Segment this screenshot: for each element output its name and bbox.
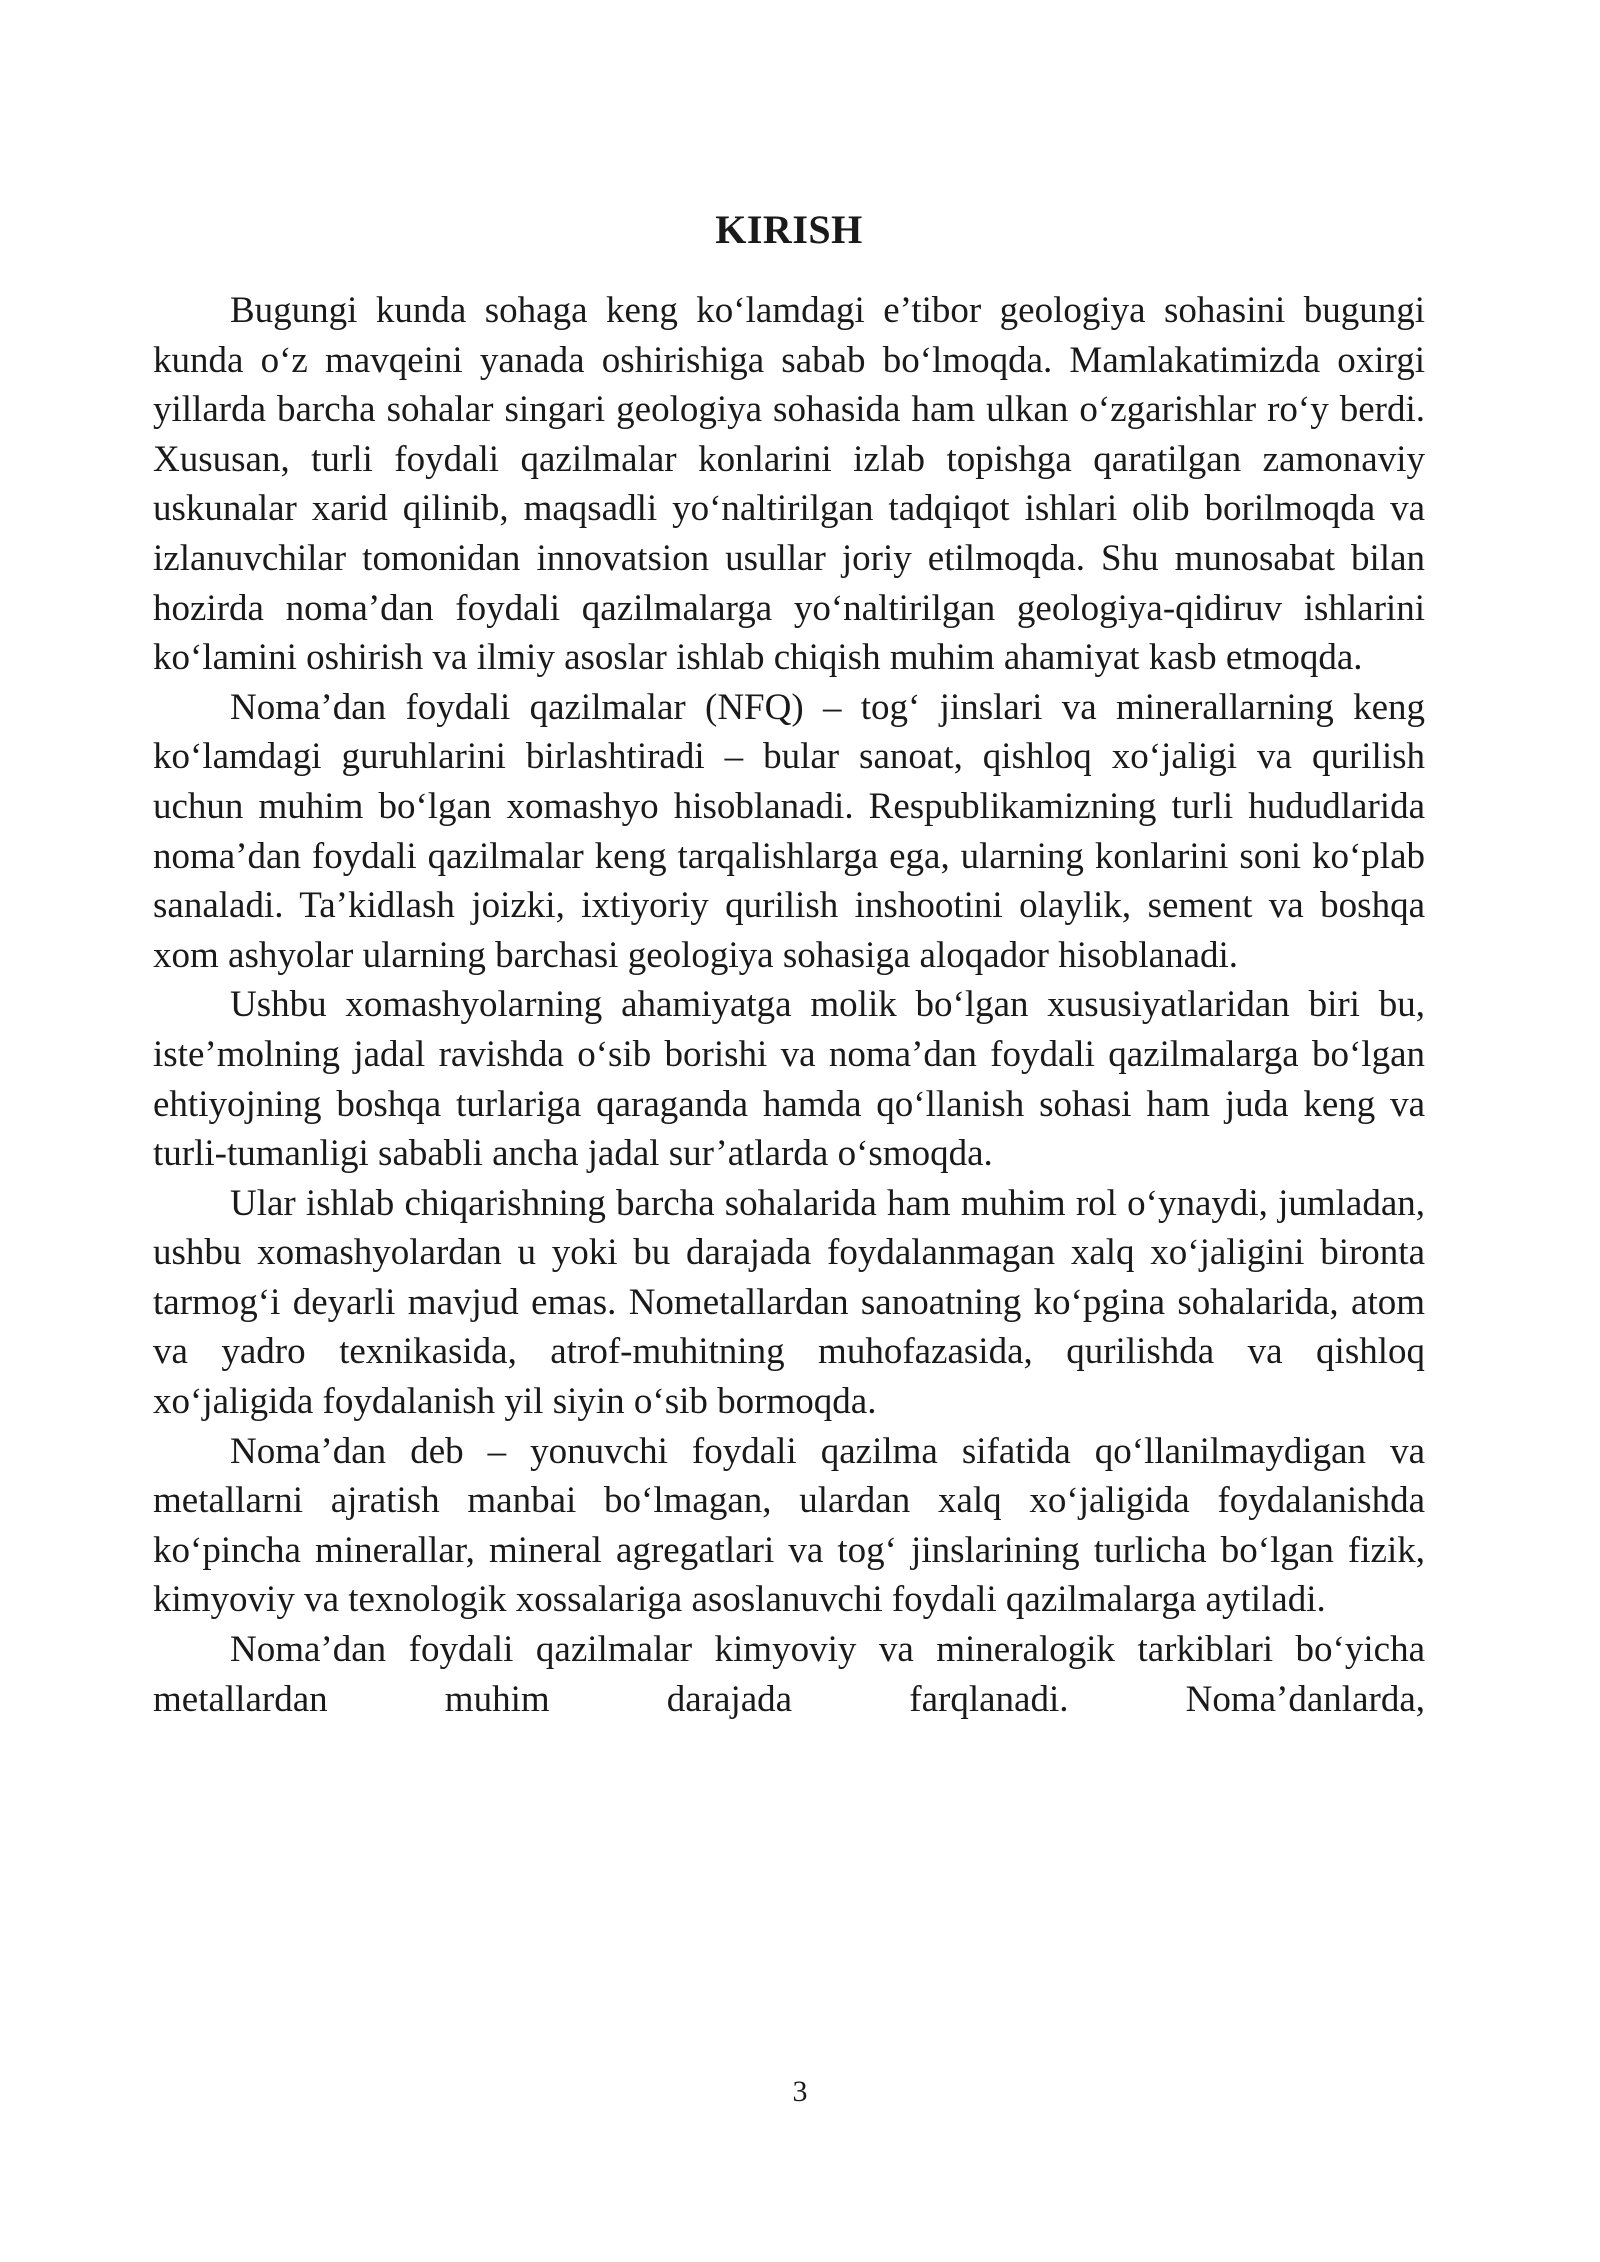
page-number: 3 xyxy=(792,2075,808,2108)
paragraph-5: Noma’dan deb – yonuvchi foydali qazilma sifatida qo‘llanilmaydigan va metallarni ajratish manbai bo‘lmagan, ulardan xalq xo‘jaligida foydalanishda ko‘pincha minerallar, mineral agregatlari va tog‘ jinslarining turlicha bo‘lgan fizik, kimyoviy va texnologik xossalariga asoslanuvchi foydali qazilmalarga aytiladi. xyxy=(153,1430,1425,1621)
paragraph-2: Noma’dan foydali qazilmalar (NFQ) – tog‘ jinslari va minerallarning keng ko‘lamdagi guruhlarini birlashtiradi – bular sanoat, qishloq xo‘jaligi va qurilish uchun muhim bo‘lgan xomashyo hisoblanadi. Respublikamizning turli hududlarida noma’dan foydali qazilmalar keng tarqalishlarga ega, ularning konlarini soni ko‘plab sanaladi. Ta’kidlash joizki, ixtiyoriy qurilish inshootini olaylik, sement va boshqa xom ashyolar ularning barchasi geologiya sohasiga aloqador hisoblanadi. xyxy=(153,686,1425,976)
document-page xyxy=(153,200,1425,1724)
paragraph-1: Bugungi kunda sohaga keng ko‘lamdagi e’tibor geologiya sohasini bugungi kunda o‘z mavqeini yanada oshirishiga sabab bo‘lmoqda. Mamlakatimizda oxirgi yillarda barcha sohalar singari geologiya sohasida ham ulkan o‘zgarishlar ro‘y berdi. Xususan, turli foydali qazilmalar konlarini izlab topishga qaratilgan zamonaviy uskunalar xarid qilinib, maqsadli yo‘naltirilgan tadqiqot ishlari olib borilmoqda va izlanuvchilar tomonidan innovatsion usullar joriy etilmoqda. Shu munosabat bilan hozirda noma’dan foydali qazilmalarga yo‘naltirilgan geologiya-qidiruv ishlarini ko‘lamini oshirish va ilmiy asoslar ishlab chiqish muhim ahamiyat kasb etmoqda. xyxy=(153,290,1425,679)
paragraph-4: Ular ishlab chiqarishning barcha sohalarida ham muhim rol o‘ynaydi, jumladan, ushbu xomashyolardan u yoki bu darajada foydalanmagan xalq xo‘jaligini bironta tarmog‘i deyarli mavjud emas. Nometallardan sanoatning ko‘pgina sohalarida, atom va yadro texnikasida, atrof-muhitning muhofazasida, qurilishda va qishloq xo‘jaligida foydalanish yil siyin o‘sib bormoqda. xyxy=(153,1182,1425,1423)
paragraph-6: Noma’dan foydali qazilmalar kimyoviy va mineralogik tarkiblari bo‘yicha metallardan muhim darajada farqlanadi. Noma’danlarda, xyxy=(153,1629,1425,1720)
section-title: KIRISH xyxy=(715,207,863,252)
paragraph-3: Ushbu xomashyolarning ahamiyatga molik bo‘lgan xususiyatlaridan biri bu, iste’molning jadal ravishda o‘sib borishi va noma’dan foydali qazilmalarga bo‘lgan ehtiyojning boshqa turlariga qaraganda hamda qo‘llanish sohasi ham juda keng va turli-tumanligi sababli ancha jadal sur’atlarda o‘smoqda. xyxy=(153,984,1425,1175)
